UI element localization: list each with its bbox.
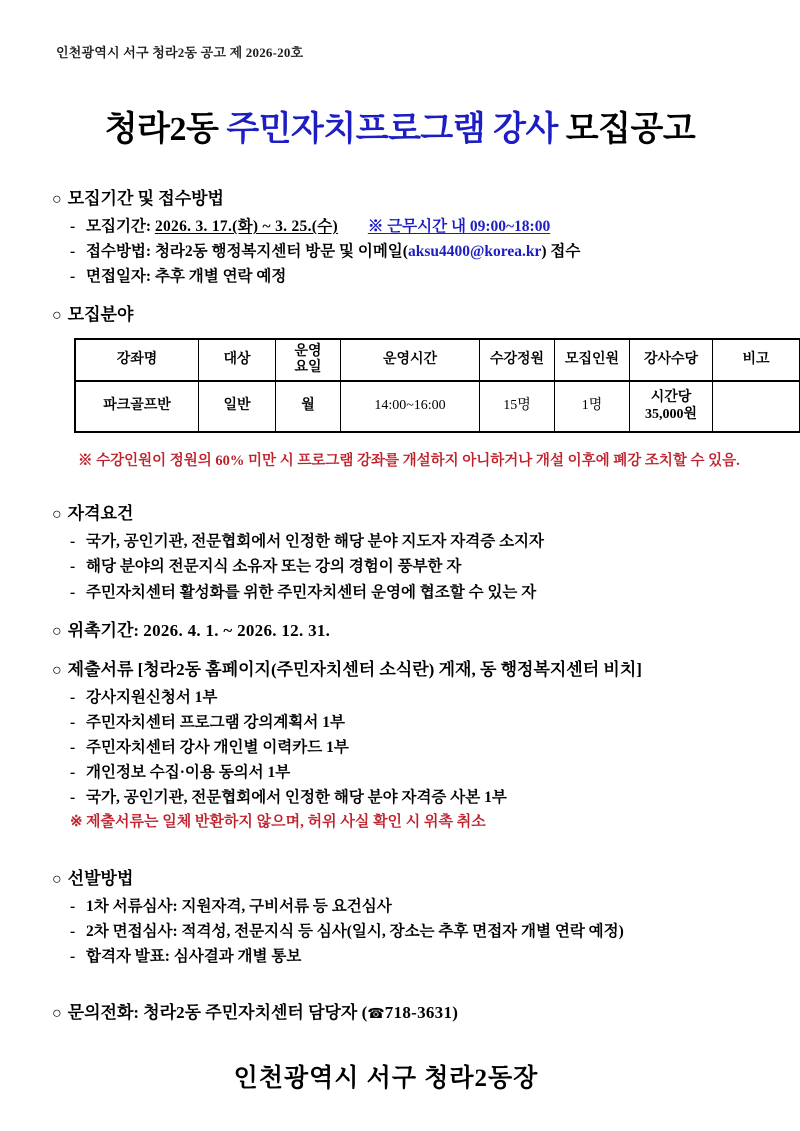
fields-warning-note: ※ 수강인원이 정원의 60% 미만 시 프로그램 강좌를 개설하지 아니하거나 개설 이후에 폐강 조치할 수 있음. [78,453,740,470]
cell-pay-line2: 35,000원 [644,406,698,422]
column-header-course: 강좌명 [75,339,199,381]
title-segment-dong: 청라2동 [104,111,219,148]
column-header-time: 운영시간 [341,339,480,381]
section-heading-fields-label: 모집분야 [67,305,134,325]
interview-date-label: 면접일자: [86,268,152,286]
table-header [75,339,800,381]
bullet-marker-icon: ○ [52,1004,62,1022]
column-header-capacity: 수강정원 [480,339,555,381]
commission-label: 위촉기간: [67,620,140,640]
commission-value: 2026. 4. 1. ~ 2026. 12. 31. [143,620,331,640]
document-item-text: 주민자치센터 강사 개인별 이력카드 1부 [86,738,349,756]
bullet-marker-icon: ○ [52,307,62,325]
dash-marker-icon: - [70,947,76,965]
document-item-text: 국가, 공인기관, 전문협회에서 인정한 해당 분야 자격증 사본 1부 [86,789,507,807]
column-header-remarks: 비고 [713,339,800,381]
interview-date-value: 추후 개별 연락 예정 [154,268,287,286]
list-item [52,580,748,605]
bullet-marker-icon: ○ [52,506,62,524]
section-heading-selection [52,866,748,892]
period-note: ※ 근무시간 내 09:00~18:00 [367,218,551,235]
cell-remarks [713,381,800,432]
bullet-marker-icon: ○ [52,870,62,888]
dash-marker-icon: - [70,713,76,731]
cell-capacity: 15명 [480,381,555,432]
column-header-day-line1: 운영 [294,344,322,360]
contact-value-after: ) [452,1002,458,1022]
selection-item-text: 1차 서류심사: 지원자격, 구비서류 등 요건심사 [86,897,392,915]
dash-marker-icon: - [70,688,76,706]
list-item-period [52,214,748,239]
dash-marker-icon: - [70,218,76,235]
cell-target: 일반 [199,381,276,432]
dash-marker-icon: - [70,922,76,940]
section-commission-period [52,618,748,644]
table-body [75,381,800,432]
list-item-application-method [52,239,748,264]
selection-list [52,894,748,969]
list-item [52,735,748,760]
dash-marker-icon: - [70,897,76,915]
table-row [75,381,800,432]
list-item [52,710,748,735]
contact-phone-number: 718-3631 [384,1002,453,1022]
bullet-marker-icon: ○ [52,661,62,679]
dash-marker-icon: - [70,789,76,807]
section-heading-contact [52,1000,748,1026]
qualification-item-text: 주민자치센터 활성화를 위한 주민자치센터 운영에 협조할 수 있는 자 [86,583,537,601]
table-header-row [75,339,800,381]
dash-marker-icon: - [70,268,76,286]
list-item [52,760,748,785]
cell-course: 파크골프반 [75,381,199,432]
selection-item-text: 합격자 발표: 심사결과 개별 통보 [86,947,302,965]
spacer [52,483,748,501]
section-contact [52,1000,748,1026]
dash-marker-icon: - [70,243,76,261]
cell-pay [630,381,713,432]
telephone-icon: ☎ [367,1005,385,1022]
section-heading-period [52,186,748,212]
period-label: 모집기간: [86,218,152,235]
dash-marker-icon: - [70,558,76,576]
cell-time: 14:00~16:00 [341,381,480,432]
column-header-target: 대상 [199,339,276,381]
section-heading-period-label: 모집기간 및 접수방법 [67,189,224,208]
documents-list [52,685,748,811]
list-item [52,785,748,810]
notice-number: 인천광역시 서구 청라2동 공고 제 2026-20호 [56,45,304,60]
column-header-day-line2: 요일 [294,360,322,376]
bullet-marker-icon: ○ [52,622,62,640]
period-value: 2026. 3. 17.(화) ~ 3. 25.(수) [154,218,338,235]
spacer [52,982,748,1000]
section-heading-documents [52,657,748,683]
section-heading-selection-label: 선발방법 [67,868,134,888]
qualification-list [52,529,748,604]
list-item [52,554,748,579]
section-heading-documents-label: 제출서류 [청라2동 홈페이지(주민자치센터 소식란) 게재, 동 행정복지센터 비치] [67,659,642,679]
fields-table-wrapper [74,338,770,433]
application-email[interactable]: aksu4400@korea.kr [407,243,542,261]
section-recruitment-fields [52,302,770,470]
section-selection-method [52,866,748,969]
period-list [52,214,748,289]
section-heading-fields [52,302,748,328]
title-segment-recruitment: 모집공고 [565,111,696,148]
section-heading-commission [52,618,748,644]
selection-item-text: 2차 면접심사: 적격성, 전문지식 등 심사(일시, 장소는 추후 면접자 개별 연락 예정) [86,922,624,940]
section-qualification [52,501,748,604]
section-heading-qualification-label: 자격요건 [67,504,134,524]
column-header-day [276,339,341,381]
document-item-text: 강사지원신청서 1부 [86,688,218,706]
asterisk-marker-icon: ※ [70,814,83,831]
list-item [52,919,748,944]
dash-marker-icon: - [70,583,76,601]
qualification-item-text: 해당 분야의 전문지식 소유자 또는 강의 경험이 풍부한 자 [86,558,462,576]
recruitment-fields-table [74,338,800,433]
list-item [52,894,748,919]
cell-day: 월 [276,381,341,432]
issuer-signature: 인천광역시 서구 청라2동장 [233,1064,539,1092]
section-documents [52,657,748,835]
document-item-text: 주민자치센터 프로그램 강의계획서 1부 [86,713,345,731]
cell-openings: 1명 [555,381,630,432]
column-header-pay: 강사수당 [630,339,713,381]
list-item [52,685,748,710]
documents-warning-text: 제출서류는 일체 반환하지 않으며, 허위 사실 확인 시 위촉 취소 [86,814,486,831]
qualification-item-text: 국가, 공인기관, 전문협회에서 인정한 해당 분야 지도자 자격증 소지자 [86,533,544,551]
contact-label: 문의전화: [67,1002,140,1022]
list-item-interview-date [52,264,748,289]
documents-warning-note [52,810,748,834]
list-item [52,529,748,554]
section-recruitment-period [52,186,748,289]
application-method-value-before: 청라2동 행정복지센터 방문 및 이메일( [154,243,408,261]
application-method-label: 접수방법: [86,243,152,261]
page-title [52,101,748,150]
dash-marker-icon: - [70,763,76,781]
column-header-openings: 모집인원 [555,339,630,381]
spacer [52,848,748,866]
cell-pay-line1: 시간당 [650,390,692,406]
contact-value-before: 청라2동 주민자치센터 담당자 ( [143,1002,368,1022]
title-segment-program: 주민자치프로그램 강사 [226,111,558,148]
section-heading-qualification [52,501,748,527]
application-method-value-after: ) 접수 [541,243,581,261]
bullet-marker-icon: ○ [52,191,62,208]
list-item [52,944,748,969]
document-item-text: 개인정보 수집·이용 동의서 1부 [86,763,291,781]
dash-marker-icon: - [70,533,76,551]
dash-marker-icon: - [70,738,76,756]
